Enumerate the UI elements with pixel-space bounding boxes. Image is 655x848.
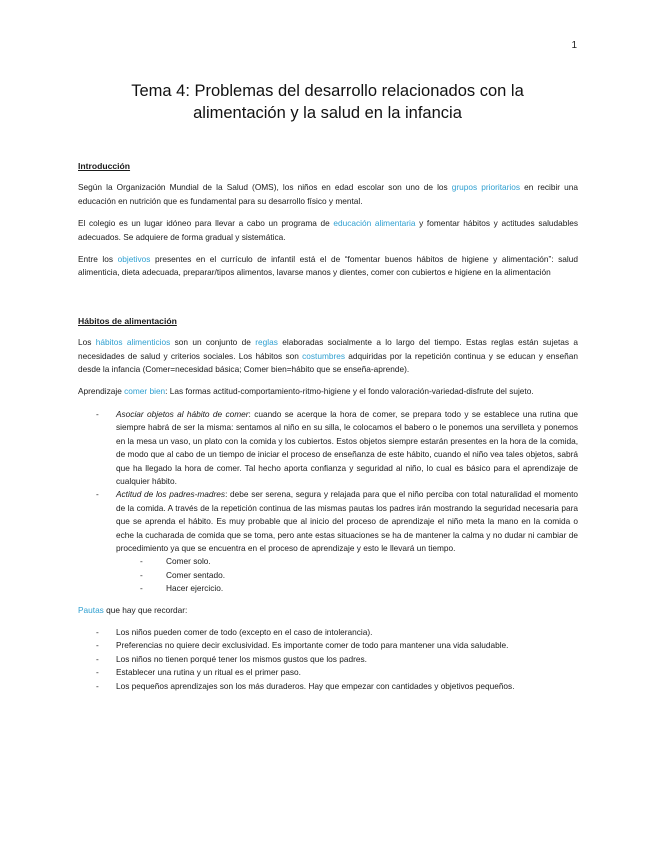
list-item [78,488,578,595]
text: y fomentar hábitos y actitudes saludables adecuados. Se adquiere de forma gradual y sistemática. [78,218,578,242]
text: que hay que recordar: [103,604,188,615]
text: Entre los [78,254,118,265]
page-title [60,80,595,124]
highlight-objetivos: objetivos [117,254,151,265]
intro-paragraph-2 [78,217,578,244]
list-item: - Los niños pueden comer de todo (excepto en el caso de intolerancia). [78,626,578,639]
sub-list-item: - Hacer ejercicio. [140,582,578,595]
list-item [78,408,578,488]
pautas-list [78,626,578,693]
text: : cuando se acerque la hora de comer, se prepara todo y se establece una rutina que siempre habrá de ser la misma: sentamos al niño en su silla, le colocamos el babero o le ponemos una servilleta y ponemos en la mesa un vaso, un plato con la comida y los cubiertos. Estos objetos siempre estarán presentes en la hora de la comida, de modo que al cabo de un tiempo de iniciar el proceso de enseñanza de este hábito, cuando el niño vea tales objetos, sabrá que ha llegado la hora de comer. Tal hecho aporta confianza y seguridad al niño, lo cual es básico para el aprendizaje de cualquier hábito. [116,408,578,486]
highlight-reglas: reglas [255,337,278,348]
text: presentes en el currículo de infantil está el de “fomentar buenos hábitos de higiene y alimentación”: salud alimenticia, dieta adecuada, preparar/tipos alimentos, lavarse manos y dientes, comer con cubiertos e higiene en la alimentación [78,254,578,278]
sub-list [116,555,578,595]
list-item: - Los niños no tienen porqué tener los mismos gustos que los padres. [78,653,578,666]
intro-paragraph-3 [78,253,578,280]
text: adquiridas por la repetición continua y se educan y enseñan desde la infancia (Comer=necesidad básica; Comer bien=hábito que se enseña-aprende). [78,350,578,375]
intro-heading: Introducción [78,161,131,171]
highlight-costumbres: costumbres [302,350,346,361]
highlight-comer-bien: comer bien [124,386,166,397]
title-line-2: alimentación y la salud en la infancia [193,104,462,122]
list-item: - Establecer una rutina y un ritual es el primer paso. [78,666,578,679]
italic-term: Actitud de los padres-madres [116,489,226,500]
highlight-grupos-prioritarios: grupos prioritarios [451,182,521,193]
text: elaboradas socialmente a lo largo del tiempo. Estas reglas están sujetas a necesidades de salud y criterios sociales. Los hábitos son [78,337,578,361]
title-line-1: Tema 4: Problemas del desarrollo relacionados con la [131,82,524,100]
document-body [78,160,578,693]
habits-paragraph-1 [78,336,578,376]
text: Los [78,337,96,348]
text: Según la Organización Mundial de la Salud (OMS), los niños en edad escolar son uno de los [78,182,452,193]
list-item: - Preferencias no quiere decir exclusividad. Es importante comer de todo para mantener una vida saludable. [78,639,578,652]
list-item: - Los pequeños aprendizajes son los más duraderos. Hay que empezar con cantidades y objetivos pequeños. [78,680,578,693]
habits-heading: Hábitos de alimentación [78,315,177,326]
habits-paragraph-2 [78,385,578,398]
highlight-educacion-alimentaria: educación alimentaria [333,218,416,229]
text: son un conjunto de [170,337,256,348]
sub-list-item: - Comer sentado. [140,569,578,582]
text: Aprendizaje [78,386,125,397]
text: : Las formas actitud-comportamiento-ritmo-higiene y el fondo valoración-variedad-disfrute del sujeto. [165,386,534,397]
sub-list-item: - Comer solo. [140,555,578,568]
intro-paragraph-1 [78,181,578,208]
highlight-habitos-alimenticios: hábitos alimenticios [95,337,171,348]
page-number: 1 [571,40,577,51]
italic-term: Asociar objetos al hábito de comer [116,408,249,419]
text: El colegio es un lugar idóneo para llevar a cabo un programa de [78,218,334,229]
pautas-intro [78,604,578,617]
highlight-pautas: Pautas [78,604,104,615]
habits-list [78,408,578,596]
text: : debe ser serena, segura y relajada para que el niño perciba con total naturalidad el momento de la comida. A través de la repetición continua de las mismas pautas los padres irán mostrando la seguridad necesaria para que se aprenda el hábito. Es muy probable que al inicio del proceso de aprendizaje el niño meta la mano en la comida o eche la cucharada de comida que se toma, pero ante estas situaciones se ha de mantener la calma y no dudar ni cambiar de procedimiento ya que se encuentra en el proceso de aprendizaje y esto le llevará un tiempo. [116,489,578,553]
text: en recibir una educación en nutrición que es fundamental para su desarrollo físico y mental. [78,182,579,206]
